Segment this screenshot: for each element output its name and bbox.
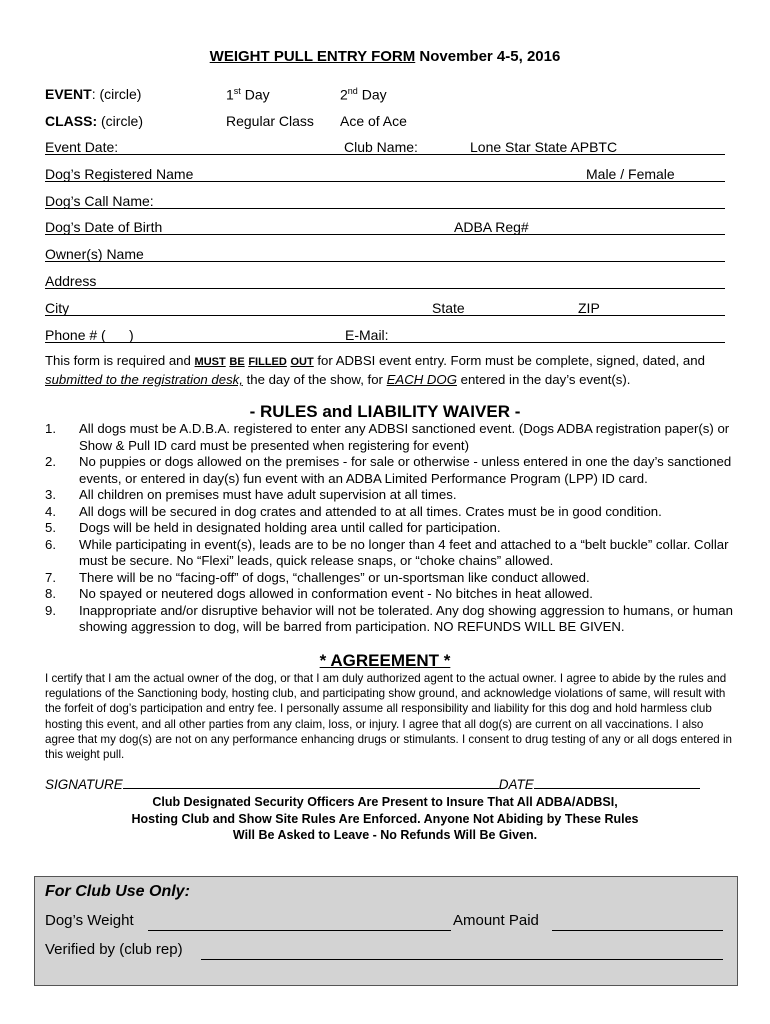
event-circle-note: : (circle)	[91, 86, 142, 102]
city-label: City	[45, 300, 70, 316]
phone-label: Phone # ( )	[45, 327, 134, 343]
agreement-text: I certify that I am the actual owner of the dog, or that I am duly authorized agent to the actual owner. I agree to abide by the rules and regulations of the Sanctioning body, hosting club, and participating show ground, and acknowledge violations of same, will result with the forfeit of dog’s participation and entry fee. I personally assume all responsibility and liability for this dog and hold harmless club hosting this event, and all other parties from any claim, loss, or injury. I agree that all dog(s) are current on all vaccinations. I also agree that my dog(s) are not on any performance enhancing drugs or stimulants. I consent to drug testing of any or all dogs entered in this weight pull.	[45, 672, 733, 762]
rule-item: 7. There will be no “facing-off” of dogs, “challenges” or un-sportsman like conduct allowed.	[45, 569, 590, 585]
rule-item: 6. While participating in event(s), leads are to be no longer than 4 feet and attached to a “belt buckle” collar. Collar must be secure. No “Flexi” leads, quick release snaps, or “choke chains” allowed.	[45, 536, 729, 568]
call-name-label: Dog’s Call Name:	[45, 193, 154, 209]
event-date-label: Event Date:	[45, 139, 119, 155]
club-use-heading: For Club Use Only:	[45, 883, 190, 900]
rule-item: 8. No spayed or neutered dogs allowed in conformation event - No bitches in heat allowed.	[45, 586, 593, 601]
signature-row	[45, 776, 700, 792]
rule-item: 1. All dogs must be A.D.B.A. registered to enter any ADBSI sanctioned event. (Dogs ADBA registration paper(s) or Show & Pull ID card must be presented when registering for event)	[45, 421, 730, 453]
rule-item: 5. Dogs will be held in designated holding area until called for participation.	[45, 520, 501, 535]
amount-paid-label: Amount Paid	[453, 912, 539, 929]
amount-paid-line[interactable]	[552, 930, 723, 931]
rule-item: 3. All children on premises must have adult supervision at all times.	[45, 487, 457, 502]
verified-by-label: Verified by (club rep)	[45, 941, 183, 958]
rule-item: 9. Inappropriate and/or disruptive behavior will not be tolerated. Any dog showing aggression to humans, or human showing aggression to dog, will be barred from participation. NO REFUNDS WILL BE GIVEN.	[45, 602, 733, 634]
dob-line[interactable]	[45, 234, 725, 235]
dob-label: Dog’s Date of Birth	[45, 219, 163, 235]
club-name-value: Lone Star State APBTC	[470, 139, 618, 155]
dogs-weight-line[interactable]	[148, 930, 451, 931]
zip-label: ZIP	[578, 300, 600, 316]
rule-item: 4. All dogs will be secured in dog crates and attended to at all times. Crates must be in good condition.	[45, 503, 662, 519]
registered-name-line[interactable]	[45, 181, 725, 182]
event-date-line[interactable]	[45, 154, 725, 155]
dogs-weight-label: Dog’s Weight	[45, 912, 134, 929]
class-circle-note: (circle)	[97, 113, 144, 129]
phone-line[interactable]	[45, 342, 725, 343]
rules-list	[45, 421, 735, 636]
event-option-day1[interactable]: 1st Day	[226, 86, 270, 103]
event-label-row	[45, 86, 141, 102]
class-option-regular[interactable]: Regular Class	[226, 113, 314, 129]
adba-reg-label: ADBA Reg#	[454, 219, 529, 235]
intro-paragraph: This form is required and MUST BE FILLED OUT for ADBSI event entry. Form must be complete, signed, dated, and submitted to the registration desk, the day of the show, for EACH DOG entered in the day’s event(s).	[45, 353, 705, 387]
rules-heading: - RULES and LIABILITY WAIVER -	[249, 402, 521, 421]
club-use-box	[34, 876, 738, 986]
agreement-heading: * AGREEMENT *	[319, 651, 451, 670]
owner-name-line[interactable]	[45, 261, 725, 262]
email-label: E-Mail:	[345, 327, 389, 343]
signature-label: SIGNATURE	[45, 777, 123, 792]
address-label: Address	[45, 273, 97, 289]
owner-name-label: Owner(s) Name	[45, 246, 144, 262]
male-female-label[interactable]: Male / Female	[586, 166, 675, 182]
form-title	[0, 48, 770, 65]
state-label: State	[432, 300, 465, 316]
event-option-day2[interactable]: 2nd Day	[340, 86, 387, 103]
class-option-ace[interactable]: Ace of Ace	[340, 113, 407, 129]
address-line[interactable]	[45, 288, 725, 289]
registered-name-label: Dog’s Registered Name	[45, 166, 194, 182]
date-label: DATE	[498, 777, 534, 792]
call-name-line[interactable]	[45, 208, 725, 209]
club-name-label: Club Name:	[344, 139, 418, 155]
security-notice: Club Designated Security Officers Are Present to Insure That All ADBA/ADBSI, Hosting Club and Show Site Rules Are Enforced. Anyone Not Abiding by These Rules Will Be Asked to Leave - No Refunds Will Be Given.	[131, 795, 639, 842]
verified-by-line[interactable]	[201, 959, 723, 960]
event-label: EVENT	[45, 86, 92, 102]
class-label: CLASS:	[45, 113, 98, 129]
rule-item: 2. No puppies or dogs allowed on the premises - for sale or otherwise - unless entered in one the day’s sanctioned events, or entered in day(s) fun event with an ADBA Limited Performance Program (LPP) ID card.	[45, 454, 732, 486]
class-label-row	[45, 113, 143, 129]
form-title-main: WEIGHT PULL ENTRY FORM	[209, 48, 416, 65]
form-title-dates: November 4-5, 2016	[419, 48, 561, 65]
city-line[interactable]	[45, 315, 725, 316]
signature-line[interactable]	[123, 776, 499, 789]
date-line[interactable]	[534, 776, 700, 789]
